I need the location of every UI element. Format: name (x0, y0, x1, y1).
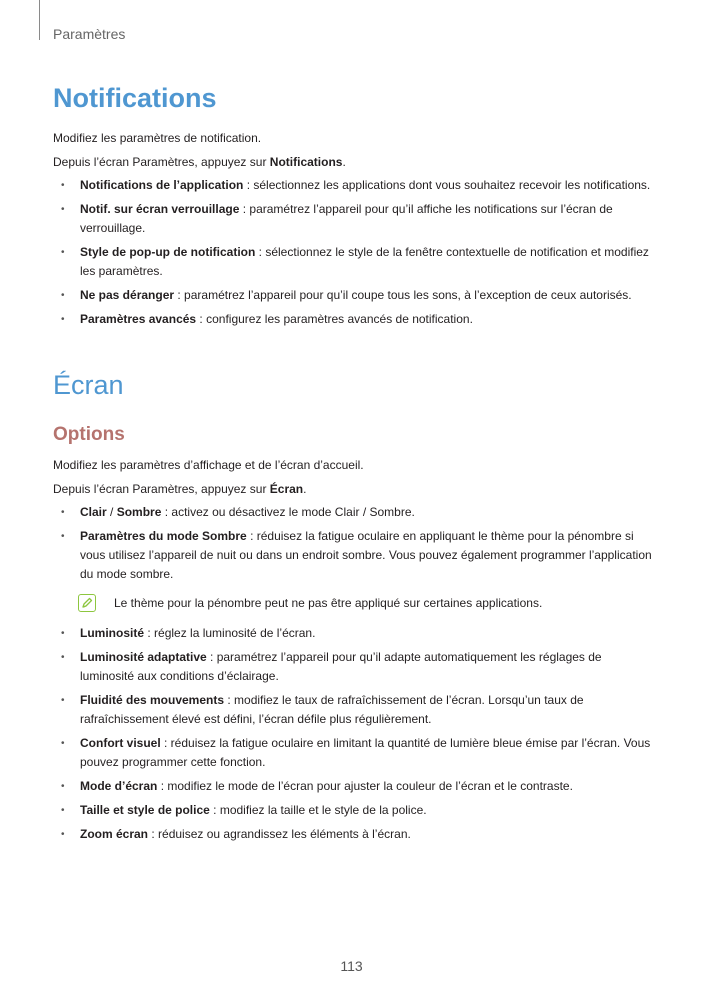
notifications-path: Depuis l’écran Paramètres, appuyez sur Notifications. (53, 155, 346, 169)
list-item: • Taille et style de police : modifiez la taille et le style de la police. (53, 801, 653, 820)
note-text: Le thème pour la pénombre peut ne pas être appliqué sur certaines applications. (114, 596, 543, 610)
page-number: 113 (340, 958, 363, 974)
bullet-icon: • (61, 290, 65, 301)
screen-list-top (53, 503, 653, 584)
page-content (53, 80, 653, 849)
bullet-icon: • (61, 628, 65, 639)
bullet-icon: • (61, 738, 65, 749)
bullet-icon: • (61, 805, 65, 816)
bullet-icon: • (61, 652, 65, 663)
screen-path: Depuis l’écran Paramètres, appuyez sur Écran. (53, 482, 307, 496)
bullet-icon: • (61, 247, 65, 258)
list-item: • Notif. sur écran verrouillage : paramétrez l’appareil pour qu’il affiche les notifications sur l’écran de verrouillage. (61, 202, 613, 235)
bullet-icon: • (61, 781, 65, 792)
options-heading: Options (53, 424, 125, 445)
note-box (78, 594, 653, 612)
header-rule (39, 0, 40, 40)
note-pencil-icon (78, 594, 96, 612)
bullet-icon: • (61, 180, 65, 191)
list-item: • Zoom écran : réduisez ou agrandissez les éléments à l’écran. (53, 825, 653, 844)
bullet-icon: • (61, 314, 65, 325)
bullet-icon: • (61, 695, 65, 706)
screen-intro: Modifiez les paramètres d’affichage et de l’écran d’accueil. (53, 458, 364, 472)
list-item: • Fluidité des mouvements : modifiez le taux de rafraîchissement de l’écran. Lorsqu’un taux de rafraîchissement élevé est défini, l’écran défile plus régulièrement. (61, 693, 584, 726)
screen-title: Écran (53, 370, 124, 400)
list-item: • Clair / Sombre : activez ou désactivez le mode Clair / Sombre. (53, 503, 653, 522)
notifications-list (53, 176, 653, 329)
list-item: • Confort visuel : réduisez la fatigue oculaire en limitant la quantité de lumière bleue émise par l’écran. Vous pouvez programmer cette fonction. (61, 736, 651, 769)
running-header: Paramètres (53, 26, 126, 42)
notifications-title: Notifications (53, 83, 217, 113)
notifications-intro: Modifiez les paramètres de notification. (53, 131, 262, 145)
list-item: • Notifications de l’application : sélectionnez les applications dont vous souhaitez recevoir les notifications. (53, 176, 653, 195)
bullet-icon: • (61, 829, 65, 840)
list-item: • Ne pas déranger : paramétrez l’appareil pour qu’il coupe tous les sons, à l’exception de ceux autorisés. (53, 286, 653, 305)
bullet-icon: • (61, 507, 65, 518)
list-item: • Paramètres avancés : configurez les paramètres avancés de notification. (53, 310, 653, 329)
list-item: • Luminosité adaptative : paramétrez l’appareil pour qu’il adapte automatiquement les réglages de luminosité aux conditions d’éclairage. (61, 650, 602, 683)
bullet-icon: • (61, 204, 65, 215)
list-item: • Paramètres du mode Sombre : réduisez la fatigue oculaire en appliquant le thème pour la pénombre si vous utilisez l’appareil de nuit ou dans un endroit sombre. Vous pouvez également programmer l’application du mode sombre. (61, 529, 652, 581)
bullet-icon: • (61, 531, 65, 542)
list-item: • Mode d’écran : modifiez le mode de l’écran pour ajuster la couleur de l’écran et le contraste. (53, 777, 653, 796)
screen-list-bottom (53, 624, 653, 844)
list-item: • Style de pop-up de notification : sélectionnez le style de la fenêtre contextuelle de notification et modifiez les paramètres. (61, 245, 649, 278)
list-item: • Luminosité : réglez la luminosité de l’écran. (53, 624, 653, 643)
